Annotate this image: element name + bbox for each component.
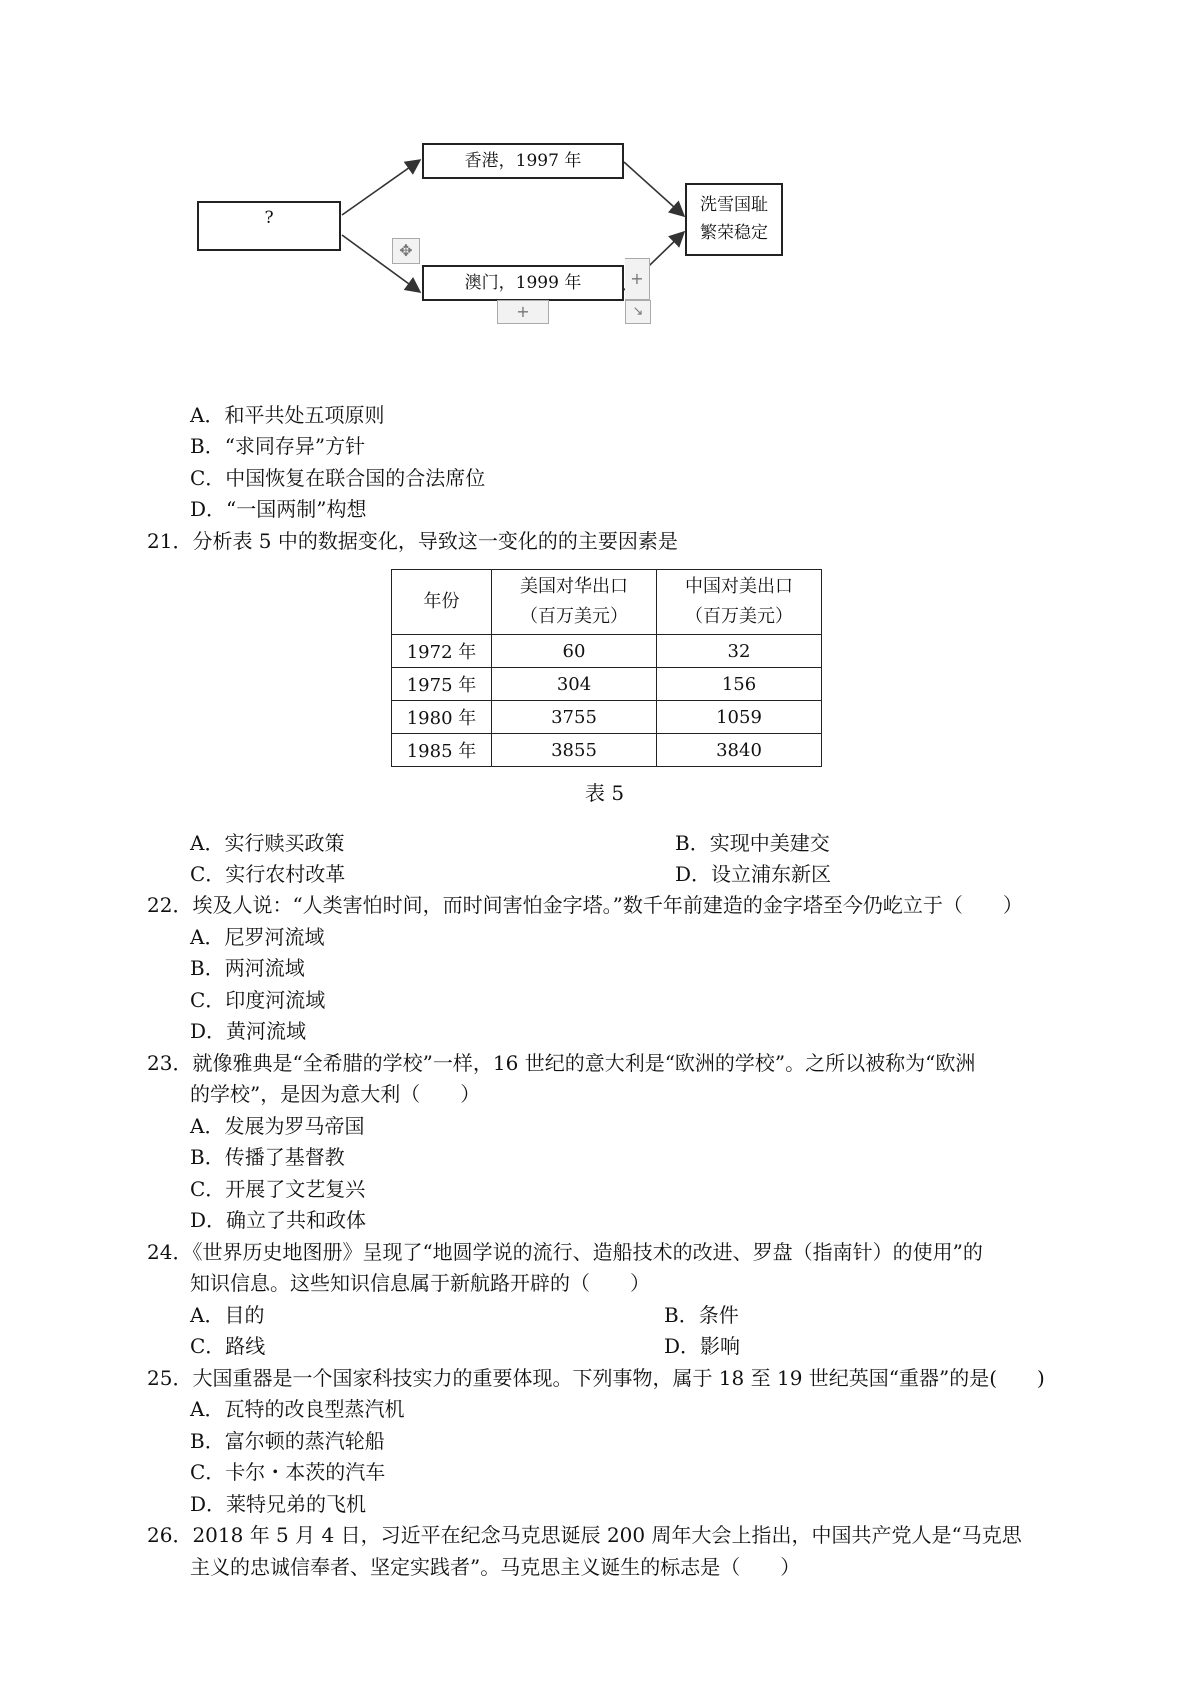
resize-handle-icon[interactable]: ↘ xyxy=(625,300,651,324)
cell-year: 1972 年 xyxy=(392,635,492,668)
header-cn-line-2: （百万美元） xyxy=(685,606,793,627)
q24-option-d: D．影响 xyxy=(664,1334,741,1358)
q24-option-a: A．目的 xyxy=(190,1303,265,1327)
arrow-hongkong-to-result xyxy=(624,162,684,216)
q24-option-b: B．条件 xyxy=(664,1303,739,1327)
q20-option-c: C．中国恢复在联合国的合法席位 xyxy=(190,466,486,490)
q21-option-b: B．实现中美建交 xyxy=(675,831,830,855)
q20-option-d: D．“一国两制”构想 xyxy=(190,497,367,521)
cell-year: 1975 年 xyxy=(392,668,492,701)
q22-option-b: B．两河流域 xyxy=(190,956,305,980)
trade-table xyxy=(391,569,822,767)
cell-us: 3855 xyxy=(492,734,657,767)
q25-option-d: D．莱特兄弟的飞机 xyxy=(190,1492,367,1516)
table-row xyxy=(392,635,822,668)
macau-box xyxy=(422,265,624,301)
header-us-export xyxy=(492,570,657,635)
result-line-2: 繁荣稳定 xyxy=(700,223,768,243)
unknown-box xyxy=(197,201,341,251)
result-box xyxy=(685,183,783,256)
table-row xyxy=(392,701,822,734)
header-cn-line-1: 中国对美出口 xyxy=(685,576,793,597)
table-caption: 表 5 xyxy=(585,781,625,805)
cell-cn: 156 xyxy=(657,668,822,701)
q22-option-c: C．印度河流域 xyxy=(190,988,326,1012)
q25-option-c: C．卡尔・本茨的汽车 xyxy=(190,1460,386,1484)
q22-option-a: A．尼罗河流域 xyxy=(190,925,325,949)
unknown-box-label: ? xyxy=(264,208,274,228)
cell-cn: 3840 xyxy=(657,734,822,767)
add-right-handle-icon[interactable]: + xyxy=(625,258,650,300)
q21-option-a: A．实行赎买政策 xyxy=(190,831,345,855)
result-line-1: 洗雪国耻 xyxy=(700,195,768,215)
q24-stem-line-2: 知识信息。这些知识信息属于新航路开辟的（ ） xyxy=(190,1271,650,1295)
q20-option-a: A．和平共处五项原则 xyxy=(190,403,385,427)
q23-option-a: A．发展为罗马帝国 xyxy=(190,1114,365,1138)
q25-option-b: B．富尔顿的蒸汽轮船 xyxy=(190,1429,385,1453)
arrow-to-hongkong xyxy=(342,160,420,215)
cell-us: 304 xyxy=(492,668,657,701)
macau-label: 澳门，1999 年 xyxy=(464,273,582,293)
header-us-line-2: （百万美元） xyxy=(520,606,628,627)
move-handle-icon[interactable]: ✥ xyxy=(392,238,420,264)
q23-stem-line-1: 23．就像雅典是“全希腊的学校”一样，16 世纪的意大利是“欧洲的学校”。之所以被称为“欧洲 xyxy=(147,1051,976,1075)
q23-option-c: C．开展了文艺复兴 xyxy=(190,1177,366,1201)
q25-option-a: A．瓦特的改良型蒸汽机 xyxy=(190,1397,405,1421)
hongkong-label: 香港，1997 年 xyxy=(464,151,582,171)
q26-stem-line-2: 主义的忠诚信奉者、坚定实践者”。马克思主义诞生的标志是（ ） xyxy=(190,1555,801,1579)
q20-option-b: B．“求同存异”方针 xyxy=(190,434,366,458)
q25-stem: 25．大国重器是一个国家科技实力的重要体现。下列事物，属于 18 至 19 世纪英国“重器”的是( ) xyxy=(147,1366,1045,1390)
table-row xyxy=(392,668,822,701)
header-cn-export xyxy=(657,570,822,635)
table-header-row xyxy=(392,570,822,635)
q22-stem: 22．埃及人说：“人类害怕时间，而时间害怕金字塔。”数千年前建造的金字塔至今仍屹立于（ ） xyxy=(147,893,1023,917)
add-below-handle-icon[interactable]: + xyxy=(497,300,549,324)
q23-option-b: B．传播了基督教 xyxy=(190,1145,345,1169)
q24-stem-line-1: 24．《世界历史地图册》呈现了“地圆学说的流行、造船技术的改进、罗盘（指南针）的使用”的 xyxy=(147,1240,983,1264)
q26-stem-line-1: 26．2018 年 5 月 4 日，习近平在纪念马克思诞辰 200 周年大会上指出，中国共产党人是“马克思 xyxy=(147,1523,1022,1547)
q23-stem-line-2: 的学校”，是因为意大利（ ） xyxy=(190,1082,481,1106)
q21-stem: 21．分析表 5 中的数据变化，导致这一变化的的主要因素是 xyxy=(147,529,678,553)
cell-year: 1985 年 xyxy=(392,734,492,767)
cell-us: 60 xyxy=(492,635,657,668)
table-row xyxy=(392,734,822,767)
cell-year: 1980 年 xyxy=(392,701,492,734)
cell-cn: 1059 xyxy=(657,701,822,734)
q21-option-d: D．设立浦东新区 xyxy=(675,862,832,886)
q21-option-c: C．实行农村改革 xyxy=(190,862,346,886)
hongkong-box xyxy=(422,143,624,179)
cell-us: 3755 xyxy=(492,701,657,734)
q23-option-d: D．确立了共和政体 xyxy=(190,1208,367,1232)
header-us-line-1: 美国对华出口 xyxy=(520,576,628,597)
cell-cn: 32 xyxy=(657,635,822,668)
q24-option-c: C．路线 xyxy=(190,1334,266,1358)
header-year: 年份 xyxy=(392,570,492,635)
q22-option-d: D．黄河流域 xyxy=(190,1019,307,1043)
